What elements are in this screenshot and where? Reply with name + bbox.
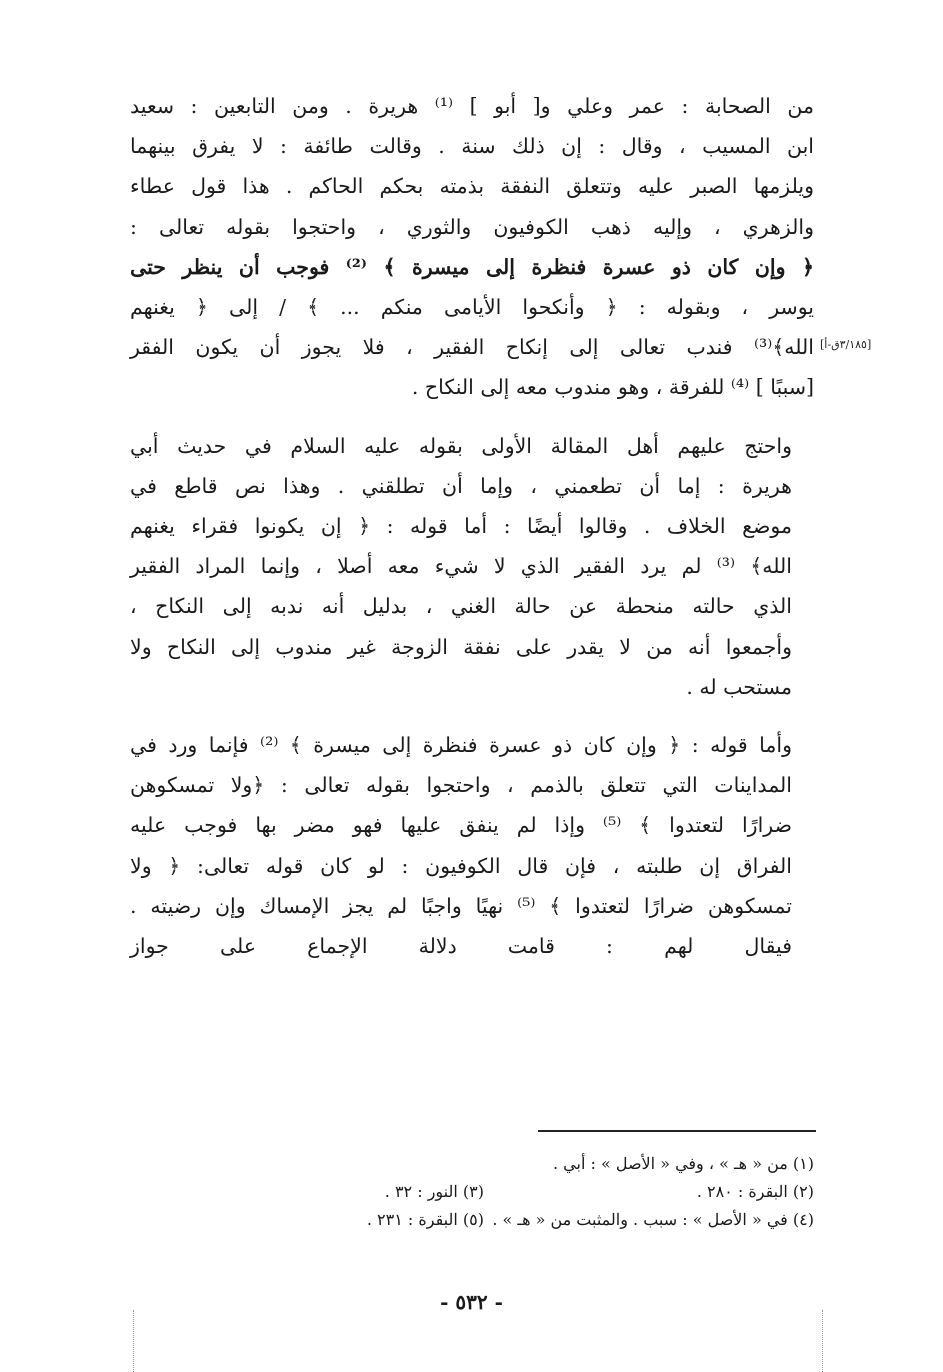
text-line: ويلزمها الصبر عليه وتتعلق النفقة بذمته بحكم الحاكم . هذا قول عطاء (130, 174, 814, 199)
text-line: الذي حالته منحطة عن حالة الغني ، بدليل أنه ندبه إلى النكاح ، (130, 594, 792, 619)
text-line: مستحب له . (686, 674, 792, 699)
text-line: موضع الخلاف . وقالوا أيضًا : أما قوله : ﴿ إن يكونوا فقراء يغنهم (130, 514, 792, 539)
footnote-4: (٤) في « الأصل » : سبب . والمثبت من « هـ » . (492, 1210, 814, 1229)
text-line: من الصحابة : عمر وعلي و[ أبو ] ⁽¹⁾ هريرة . ومن التابعين : سعيد (130, 94, 814, 118)
text-line: هريرة : إما أن تطعمني ، وإما أن تطلقني . وهذا نص قاطع في (130, 473, 792, 498)
footnote-1: (١) من « هـ » ، وفي « الأصل » : أبي . (552, 1154, 814, 1173)
paragraph-1 (130, 86, 814, 408)
paragraph-3 (130, 725, 814, 966)
text-line: واحتج عليهم أهل المقالة الأولى بقوله عليه السلام في حديث أبي (130, 433, 792, 458)
text-line: والزهري ، وإليه ذهب الكوفيون والثوري ، واحتجوا بقوله تعالى : (130, 214, 814, 239)
footnote-2: (٢) البقرة : ٢٨٠ . (696, 1182, 814, 1201)
text-line: المداينات التي تتعلق بالذمم ، واحتجوا بقوله تعالى : ﴿ولا تمسكوهن (130, 773, 792, 798)
text-line: الله﴾ ⁽³⁾ لم يرد الفقير الذي لا شيء معه أصلا ، وإنما المراد الفقير (130, 554, 792, 579)
scan-edge-line (822, 1310, 825, 1372)
scan-edge-line (133, 1310, 136, 1372)
paragraph-2 (130, 426, 814, 707)
footnote-row (150, 1178, 814, 1206)
footnote-row (150, 1150, 814, 1178)
footnote-separator (538, 1130, 816, 1132)
text-line: فيقال لهم : قامت دلالة الإجماع على جواز (130, 934, 792, 959)
text-line: وأما قوله : ﴿ وإن كان ذو عسرة فنظرة إلى ميسرة ﴾ ⁽²⁾ فإنما ورد في (130, 733, 792, 758)
text-line: وأجمعوا أنه من لا يقدر على نفقة الزوجة غير مندوب إلى النكاح ولا (130, 634, 792, 659)
footnote-row (150, 1206, 814, 1234)
footnote-5: (٥) البقرة : ٢٣١ . (366, 1210, 484, 1229)
text-line: تمسكوهن ضرارًا لتعتدوا ﴾ ⁽⁵⁾ نهيًا واجبًا لم يجز الإمساك وإن رضيته . (130, 893, 792, 918)
text-line: [سببًا ] ⁽⁴⁾ للفرقة ، وهو مندوب معه إلى النكاح . (411, 375, 814, 400)
text-line: ابن المسيب ، وقال : إن ذلك سنة . وقالت طائفة : لا يفرق بينهما (130, 134, 814, 159)
main-text (130, 86, 814, 984)
footnotes (150, 1150, 814, 1234)
text-line: ﴿ وإن كان ذو عسرة فنظرة إلى ميسرة ﴾ ⁽²⁾ فوجب أن ينظر حتى (130, 254, 815, 279)
margin-folio-note: [٣/١٨٥ق-أ] (820, 338, 872, 351)
footnote-3: (٣) النور : ٣٢ . (384, 1182, 484, 1201)
text-line: الفراق إن طلبته ، فإن قال الكوفيون : لو كان قوله تعالى: ﴿ ولا (130, 853, 792, 878)
page-number: - ٥٣٢ - (440, 1290, 503, 1314)
text-line: ضرارًا لتعتدوا ﴾ ⁽⁵⁾ وإذا لم ينفق عليها فهو مضر بها فوجب عليه (130, 813, 792, 838)
text-line: يوسر ، وبقوله : ﴿ وأنكحوا الأيامى منكم ... ﴾ / إلى ﴿ يغنهم (130, 295, 814, 320)
text-line: الله﴾⁽³⁾ فندب تعالى إلى إنكاح الفقير ، فلا يجوز أن يكون الفقر (130, 335, 814, 360)
